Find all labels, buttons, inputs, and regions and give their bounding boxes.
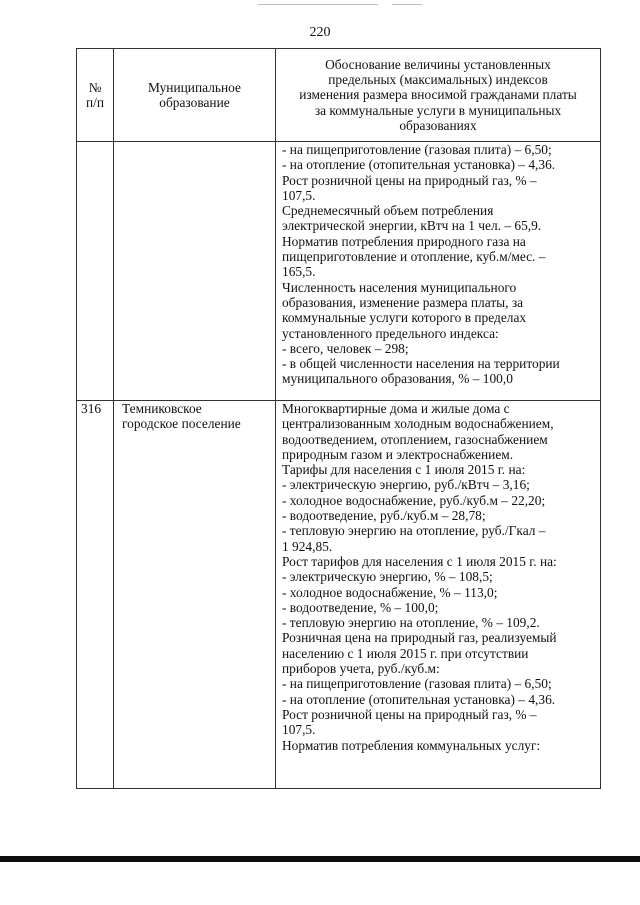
- text-line: - холодное водоснабжение, руб./куб.м – 22,20;: [282, 492, 546, 508]
- text-line: приборов учета, руб./куб.м:: [282, 661, 440, 677]
- header-justification: [276, 49, 601, 142]
- text-line: централизованным холодным водоснабжением,: [282, 416, 554, 432]
- text-line: населению с 1 июля 2015 г. при отсутствии: [282, 645, 529, 661]
- text-line: 107,5.: [282, 187, 316, 203]
- row-municipality-cell: [114, 142, 276, 401]
- text-line: - на отопление (отопительная установка) – 4,36.: [282, 691, 556, 707]
- text-line: - водоотведение, % – 100,0;: [282, 599, 439, 615]
- row-justification-cell: [276, 142, 601, 401]
- text-line: Рост розничной цены на природный газ, % –: [282, 706, 537, 722]
- table-row: [77, 401, 601, 789]
- text-line: - холодное водоснабжение, % – 113,0;: [282, 584, 498, 600]
- text-line: - на пищеприготовление (газовая плита) – 6,50;: [282, 676, 552, 692]
- text-line: природным газом и электроснабжением.: [282, 446, 514, 462]
- text-line: - водоотведение, руб./куб.м – 28,78;: [282, 508, 486, 524]
- page-number: 220: [309, 25, 331, 40]
- text-line: - электрическую энергию, руб./кВтч – 3,16;: [282, 477, 530, 493]
- text-line: - тепловую энергию на отопление, % – 109,2.: [282, 615, 540, 631]
- text-line: образования, изменение размера платы, за: [282, 294, 524, 310]
- text-line: Норматив потребления коммунальных услуг:: [282, 737, 541, 753]
- header-line: Обоснование величины установленных: [325, 56, 551, 72]
- text-line: коммунальные услуги которого в пределах: [282, 310, 527, 326]
- table-row: [77, 142, 601, 401]
- municipality-name-line: городское поселение: [122, 416, 241, 432]
- row-municipality-cell: [114, 401, 276, 789]
- text-line: - электрическую энергию, % – 108,5;: [282, 569, 493, 585]
- text-line: муниципального образования, % – 100,0: [282, 371, 513, 387]
- text-line: пищеприготовление и отопление, куб.м/мес. –: [282, 249, 546, 265]
- text-line: Рост розничной цены на природный газ, % –: [282, 172, 537, 188]
- header-line: образованиях: [399, 117, 477, 133]
- scan-border-bar: [0, 856, 640, 862]
- municipal-index-table: [76, 48, 601, 789]
- table-header-row: [77, 49, 601, 142]
- text-line: 165,5.: [282, 264, 316, 280]
- text-line: - на пищеприготовление (газовая плита) – 6,50;: [282, 142, 552, 157]
- scan-artifact-line: [392, 4, 422, 5]
- text-line: электрической энергии, кВтч на 1 чел. – 65,9.: [282, 218, 542, 234]
- row-number-cell: [77, 142, 114, 401]
- text-line: установленного предельного индекса:: [282, 325, 499, 341]
- text-line: Тарифы для населения с 1 июля 2015 г. на:: [282, 462, 526, 478]
- header-line: №: [88, 79, 102, 95]
- text-line: Розничная цена на природный газ, реализуемый: [282, 630, 557, 646]
- header-line: Муниципальное: [148, 79, 241, 95]
- text-line: водоотведением, отоплением, газоснабжением: [282, 431, 548, 447]
- text-line: - тепловую энергию на отопление, руб./Гкал –: [282, 523, 546, 539]
- header-line: предельных (максимальных) индексов: [328, 72, 548, 88]
- row-number-cell: 316: [77, 401, 114, 789]
- text-line: - всего, человек – 298;: [282, 340, 409, 356]
- header-line: п/п: [85, 95, 105, 110]
- header-line: за коммунальные услуги в муниципальных: [314, 102, 562, 118]
- scan-artifact-line: [258, 4, 378, 5]
- header-municipality: [114, 49, 276, 142]
- header-line: изменения размера вносимой гражданами платы: [299, 87, 577, 103]
- text-line: 107,5.: [282, 722, 316, 738]
- text-line: - на отопление (отопительная установка) – 4,36.: [282, 157, 556, 173]
- municipality-name-line: Темниковское: [122, 401, 202, 416]
- text-line: 1 924,85.: [282, 538, 333, 554]
- text-line: - в общей численности населения на территории: [282, 356, 560, 372]
- text-line: Среднемесячный объем потребления: [282, 203, 494, 219]
- header-line: образование: [159, 95, 230, 110]
- text-line: Рост тарифов для населения с 1 июля 2015 г. на:: [282, 553, 557, 569]
- text-line: Норматив потребления природного газа на: [282, 233, 526, 249]
- row-justification-cell: [276, 401, 601, 789]
- header-number: [77, 49, 114, 142]
- text-line: Численность населения муниципального: [282, 279, 517, 295]
- text-line: Многоквартирные дома и жилые дома с: [282, 401, 510, 416]
